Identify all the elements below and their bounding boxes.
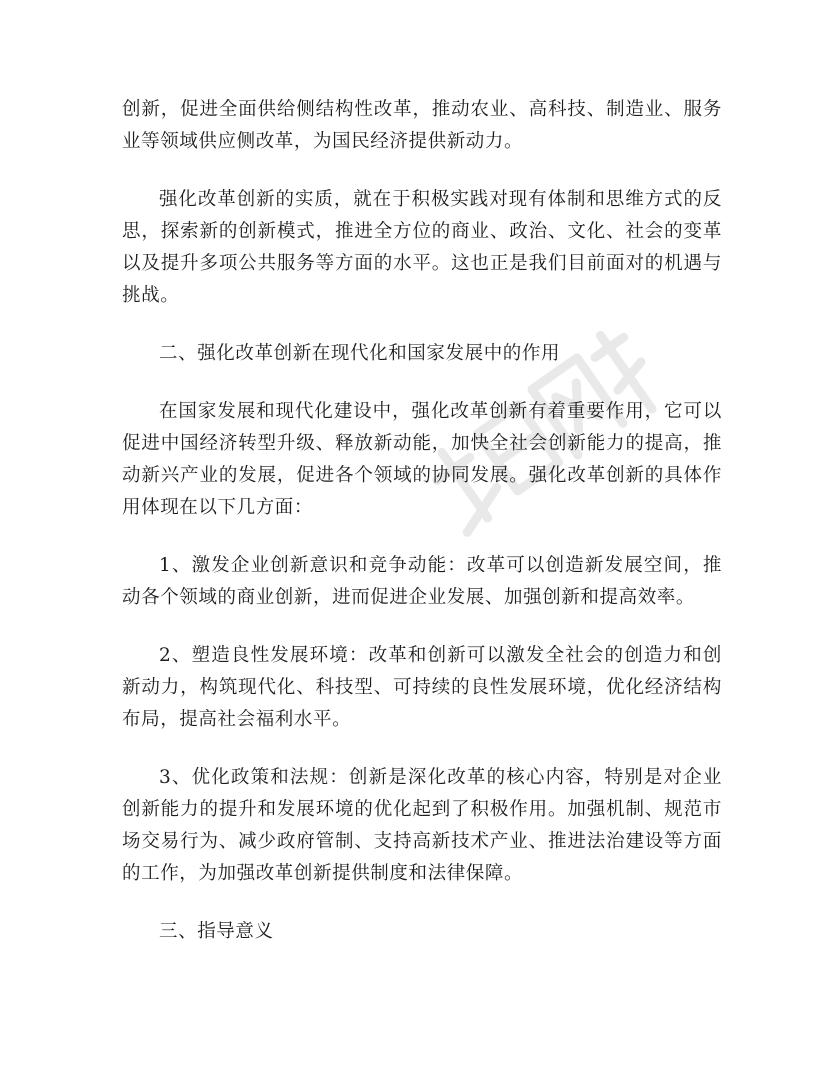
paragraph-continuation: 创新，促进全面供给侧结构性改革，推动农业、高科技、制造业、服务业等领域供应侧改革，为国民经济提供新动力。 xyxy=(122,99,722,152)
paragraph-essence: 强化改革创新的实质，就在于积极实践对现有体制和思维方式的反思，探索新的创新模式，推进全方位的商业、政治、文化、社会的变革以及提升多项公共服务等方面的水平。这也正是我们目前面对的机遇与挑战。 xyxy=(122,189,722,306)
document-body xyxy=(122,94,722,974)
list-item-one: 1、激发企业创新意识和竞争动能：改革可以创造新发展空间，推动各个领域的商业创新，进而促进企业发展、加强创新和提高效率。 xyxy=(122,555,722,608)
paragraph-role: 在国家发展和现代化建设中，强化改革创新有着重要作用，它可以促进中国经济转型升级、释放新动能，加快全社会创新能力的提高，推动新兴产业的发展，促进各个领域的协同发展。强化改革创新的具体作用体现在以下几方面： xyxy=(122,401,722,518)
list-item-three: 3、优化政策和法规：创新是深化改革的核心内容，特别是对企业创新能力的提升和发展环境的优化起到了积极作用。加强机制、规范市场交易行为、减少政府管制、支持高新技术产业、推进法治建设等方面的工作，为加强改革创新提供制度和法律保障。 xyxy=(122,767,722,884)
section-heading-two: 二、强化改革创新在现代化和国家发展中的作用 xyxy=(159,343,561,364)
section-heading-three: 三、指导意义 xyxy=(159,921,274,942)
list-item-two: 2、塑造良性发展环境：改革和创新可以激发全社会的创造力和创新动力，构筑现代化、科技型、可持续的良性发展环境，优化经济结构布局，提高社会福利水平。 xyxy=(122,645,722,730)
